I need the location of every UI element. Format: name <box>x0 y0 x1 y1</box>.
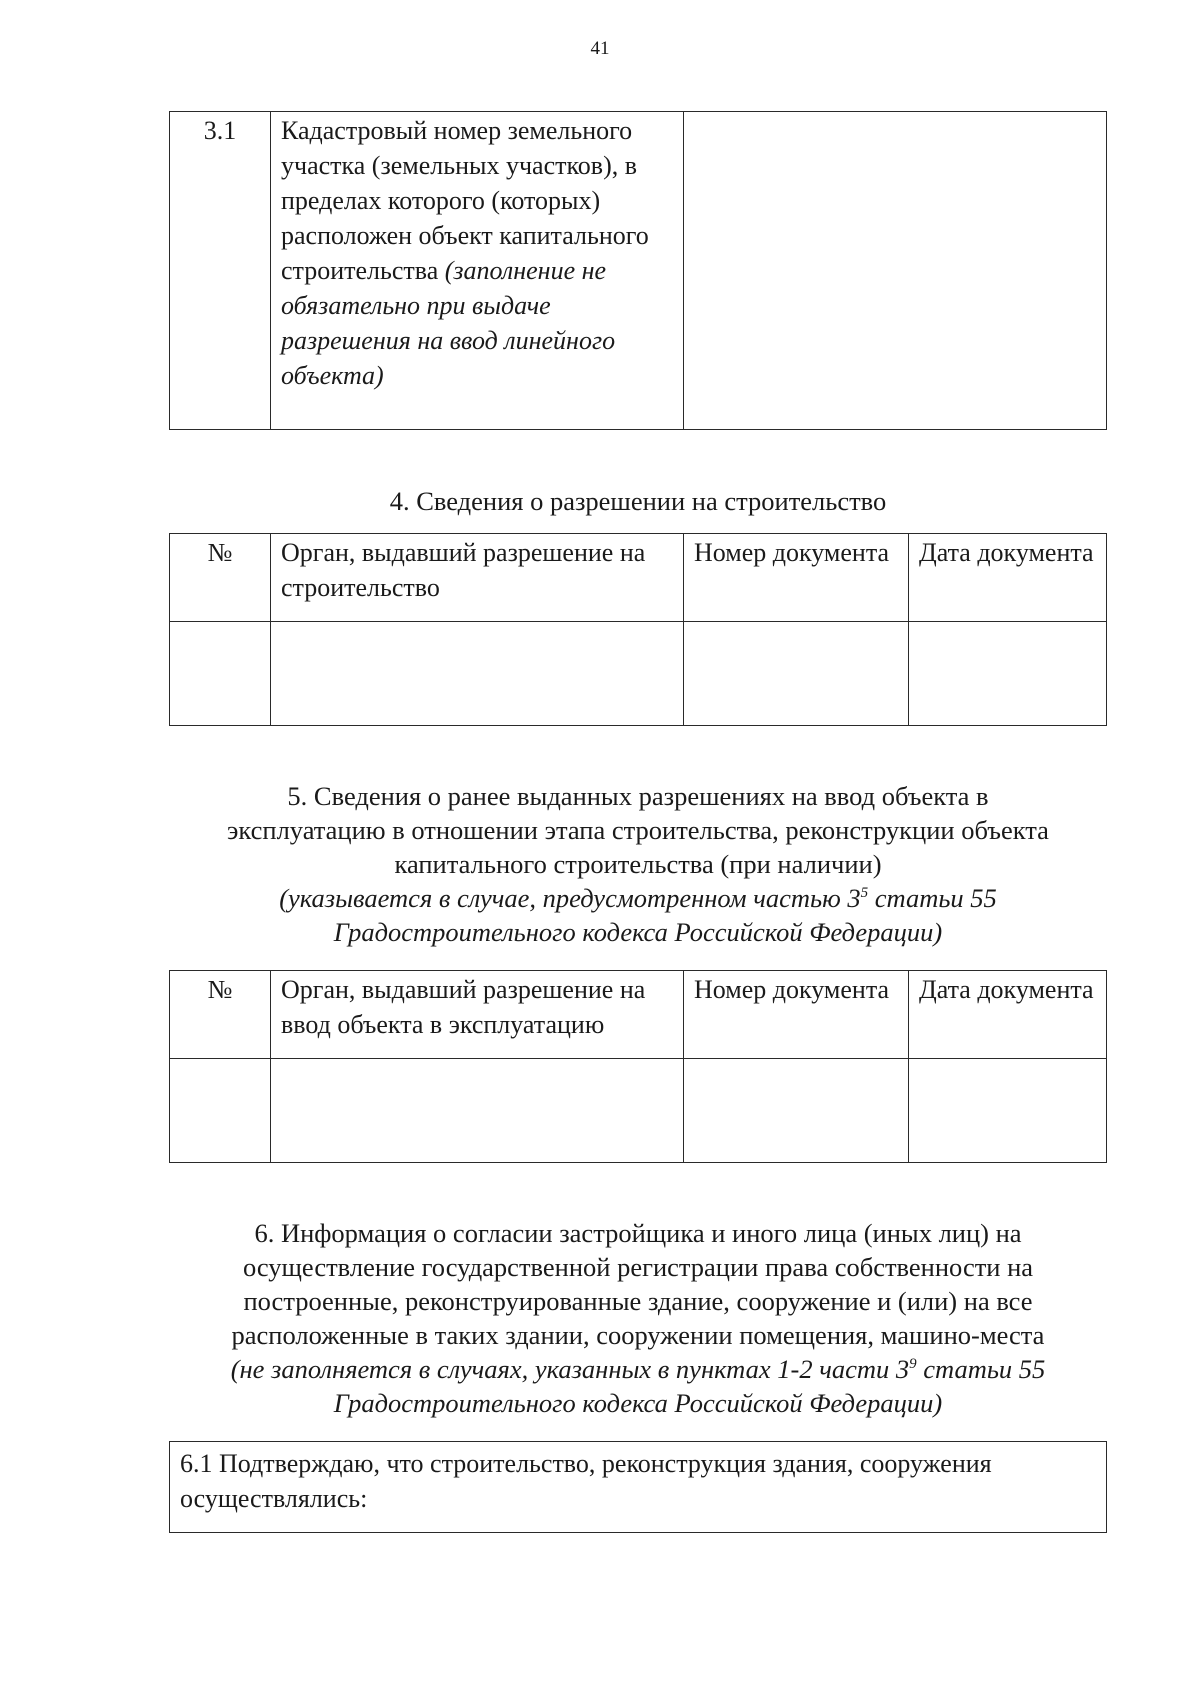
item-6-1-text: 6.1 Подтверждаю, что строительство, реконструкция здания, сооружения осуществлялись: <box>180 1449 992 1513</box>
cell-number[interactable] <box>170 622 271 726</box>
cadastral-number-label: Кадастровый номер земельного участка (земельных участков), в пределах которого (которых) расположен объект капитального строительства <box>281 116 649 285</box>
item-6-1-box[interactable] <box>169 1441 1107 1533</box>
section-4-table <box>169 533 1107 726</box>
section-6-note-superscript: 9 <box>909 1356 917 1373</box>
section-5-table <box>169 970 1107 1163</box>
page-number: 41 <box>590 38 610 59</box>
cadastral-number-note: (заполнение не обязательно при выдаче разрешения на ввод линейного объекта) <box>281 256 616 390</box>
cell-document-date[interactable] <box>909 1059 1107 1163</box>
cadastral-number-value[interactable] <box>684 112 1107 430</box>
table-header-row <box>170 534 1107 622</box>
section-5-title-line: 5. Сведения о ранее выданных разрешениях на ввод объекта в <box>287 781 989 811</box>
section-5-title-line: капитального строительства (при наличии) <box>394 849 882 879</box>
cell-issuing-authority[interactable] <box>271 1059 684 1163</box>
section-6-note-text-end: статьи 55 <box>916 1354 1046 1384</box>
section-5-note-text-end: статьи 55 <box>868 883 997 913</box>
section-6-title-line: расположенные в таких здании, сооружении помещения, машино-места <box>231 1320 1045 1350</box>
section-6-title-line: 6. Информация о согласии застройщика и иного лица (иных лиц) на <box>254 1218 1022 1248</box>
section-6-title-line: построенные, реконструированные здание, сооружение и (или) на все <box>243 1286 1033 1316</box>
cell-document-number[interactable] <box>684 1059 909 1163</box>
section-5-heading <box>169 779 1107 949</box>
cell-document-date[interactable] <box>909 622 1107 726</box>
table-row <box>170 622 1107 726</box>
column-header-issuing-authority: Орган, выдавший разрешение на ввод объекта в эксплуатацию <box>271 971 684 1059</box>
section-6-note-text: (не заполняется в случаях, указанных в пунктах 1-2 части 3 <box>230 1354 910 1384</box>
cell-number[interactable] <box>170 1059 271 1163</box>
section-5-title-line: эксплуатацию в отношении этапа строительства, реконструкции объекта <box>227 815 1049 845</box>
cadastral-number-label-cell <box>271 112 684 430</box>
column-header-document-date: Дата документа <box>909 971 1107 1059</box>
column-header-issuing-authority: Орган, выдавший разрешение на строительство <box>271 534 684 622</box>
row-number: 3.1 <box>170 112 271 430</box>
cell-issuing-authority[interactable] <box>271 622 684 726</box>
table-header-row <box>170 971 1107 1059</box>
section-6-heading <box>169 1216 1107 1420</box>
column-header-document-number: Номер документа <box>684 971 909 1059</box>
section-4-heading: 4. Сведения о разрешении на строительство <box>389 486 887 516</box>
section-6-title-line: осуществление государственной регистрации права собственности на <box>242 1252 1034 1282</box>
section-5-note-superscript: 5 <box>860 885 869 902</box>
column-header-number: № <box>170 534 271 622</box>
section-5-note-line: Градостроительного кодекса Российской Федерации) <box>333 917 943 947</box>
section-5-note <box>169 881 1107 915</box>
column-header-number: № <box>170 971 271 1059</box>
column-header-document-date: Дата документа <box>909 534 1107 622</box>
section-6-note-line: Градостроительного кодекса Российской Федерации) <box>333 1388 943 1418</box>
table-row <box>170 1059 1107 1163</box>
column-header-document-number: Номер документа <box>684 534 909 622</box>
table-row <box>170 112 1107 430</box>
section-5-note-text: (указывается в случае, предусмотренном частью 3 <box>279 883 861 913</box>
section-3-table <box>169 111 1107 430</box>
section-6-note <box>169 1352 1107 1386</box>
cell-document-number[interactable] <box>684 622 909 726</box>
